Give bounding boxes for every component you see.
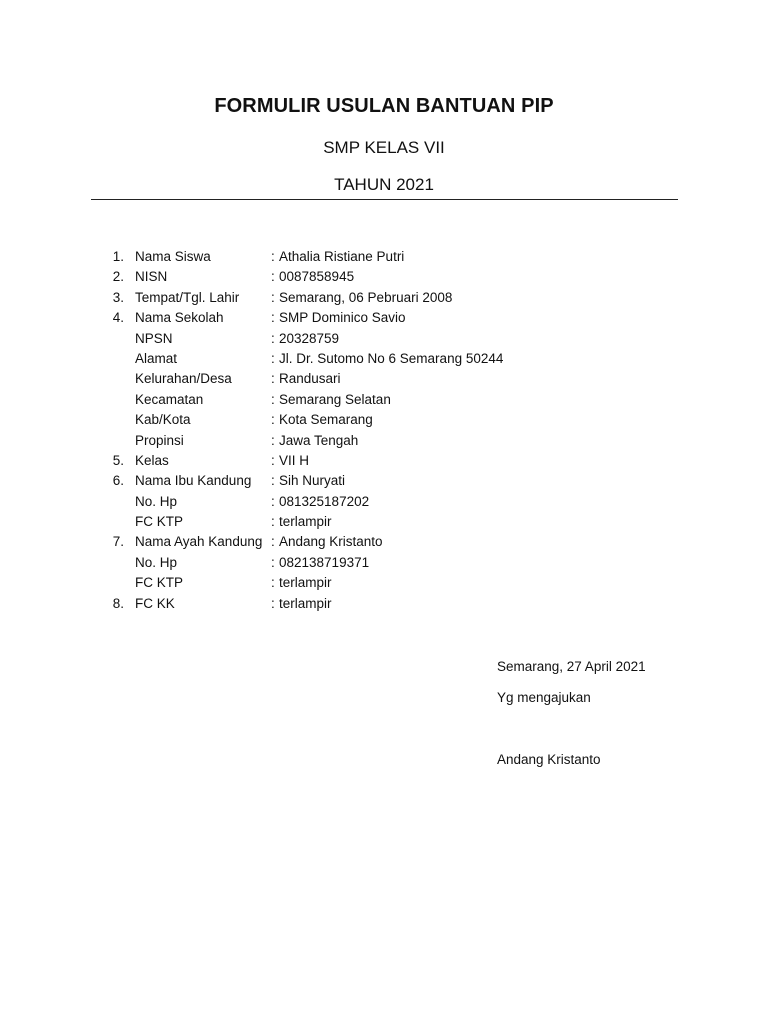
field-separator: : xyxy=(271,554,275,570)
form-fields-list xyxy=(100,249,660,616)
field-separator: : xyxy=(271,412,275,428)
field-label: Kab/Kota xyxy=(135,412,191,428)
field-row xyxy=(100,269,660,289)
field-label: Kelurahan/Desa xyxy=(135,371,232,387)
field-value: Athalia Ristiane Putri xyxy=(279,249,405,264)
field-separator: : xyxy=(271,371,275,387)
field-row xyxy=(100,351,660,371)
year-subtitle: TAHUN 2021 xyxy=(334,175,434,194)
field-value: 20328759 xyxy=(279,330,340,346)
field-label: NISN xyxy=(135,269,168,285)
field-label: FC KTP xyxy=(135,575,184,591)
field-label: FC KTP xyxy=(135,514,184,530)
field-row xyxy=(100,453,660,473)
field-number: 4. xyxy=(112,310,124,326)
field-separator: : xyxy=(271,391,275,407)
field-row xyxy=(100,392,660,412)
field-value: terlampir xyxy=(279,575,332,591)
field-row xyxy=(100,473,660,493)
field-number: 7. xyxy=(112,534,124,550)
field-separator: : xyxy=(271,493,275,509)
field-number: 3. xyxy=(112,289,124,305)
field-row xyxy=(100,596,660,616)
field-row xyxy=(100,534,660,554)
field-value: 081325187202 xyxy=(279,493,370,509)
field-separator: : xyxy=(271,310,275,326)
field-separator: : xyxy=(271,289,275,305)
field-value: Semarang, 06 Pebruari 2008 xyxy=(279,289,453,305)
field-row xyxy=(100,412,660,432)
field-row xyxy=(100,290,660,310)
field-label: No. Hp xyxy=(135,554,178,570)
field-value: Sih Nuryati xyxy=(279,473,346,489)
field-row xyxy=(100,575,660,595)
field-value: Jl. Dr. Sutomo No 6 Semarang 50244 xyxy=(279,350,504,366)
field-separator: : xyxy=(271,595,275,611)
header-divider xyxy=(91,199,678,200)
field-separator: : xyxy=(271,452,275,468)
class-subtitle: SMP KELAS VII xyxy=(323,138,445,157)
field-row xyxy=(100,494,660,514)
field-separator: : xyxy=(271,269,275,285)
field-label: No. Hp xyxy=(135,493,178,509)
field-row xyxy=(100,371,660,391)
field-separator: : xyxy=(271,534,275,550)
field-label: Propinsi xyxy=(135,432,184,448)
field-label: Kelas xyxy=(135,452,169,468)
field-value: 082138719371 xyxy=(279,554,370,570)
field-separator: : xyxy=(271,350,275,366)
field-value: Semarang Selatan xyxy=(279,391,391,407)
field-label: Nama Ayah Kandung xyxy=(135,534,263,550)
field-label: Alamat xyxy=(135,350,178,366)
field-label: Nama Sekolah xyxy=(135,310,224,326)
field-row xyxy=(100,249,660,269)
form-title: FORMULIR USULAN BANTUAN PIP xyxy=(214,95,554,117)
field-value: Kota Semarang xyxy=(279,412,373,428)
field-value: SMP Dominico Savio xyxy=(279,310,406,326)
field-row xyxy=(100,331,660,351)
field-separator: : xyxy=(271,473,275,489)
field-number: 6. xyxy=(112,473,124,489)
signature-place-date: Semarang, 27 April 2021 xyxy=(497,659,646,674)
field-row xyxy=(100,555,660,575)
field-separator: : xyxy=(271,432,275,448)
field-separator: : xyxy=(271,575,275,591)
signature-role: Yg mengajukan xyxy=(497,690,591,705)
field-value: VII H xyxy=(279,452,310,468)
field-row xyxy=(100,310,660,330)
field-number: 2. xyxy=(112,269,124,285)
field-value: terlampir xyxy=(279,514,332,530)
field-label: Nama Siswa xyxy=(135,249,211,264)
field-separator: : xyxy=(271,330,275,346)
field-value: Randusari xyxy=(279,371,341,387)
field-number: 8. xyxy=(112,595,124,611)
field-row xyxy=(100,514,660,534)
field-label: Kecamatan xyxy=(135,391,204,407)
signature-name: Andang Kristanto xyxy=(497,752,601,767)
field-separator: : xyxy=(271,514,275,530)
field-label: NPSN xyxy=(135,330,173,346)
field-label: FC KK xyxy=(135,595,175,611)
field-value: Jawa Tengah xyxy=(279,432,359,448)
field-separator: : xyxy=(271,249,275,264)
field-label: Nama Ibu Kandung xyxy=(135,473,252,489)
field-value: terlampir xyxy=(279,595,332,611)
field-value: Andang Kristanto xyxy=(279,534,383,550)
field-label: Tempat/Tgl. Lahir xyxy=(135,289,240,305)
field-number: 5. xyxy=(112,452,124,468)
field-number: 1. xyxy=(112,249,124,264)
field-value: 0087858945 xyxy=(279,269,355,285)
field-row xyxy=(100,433,660,453)
